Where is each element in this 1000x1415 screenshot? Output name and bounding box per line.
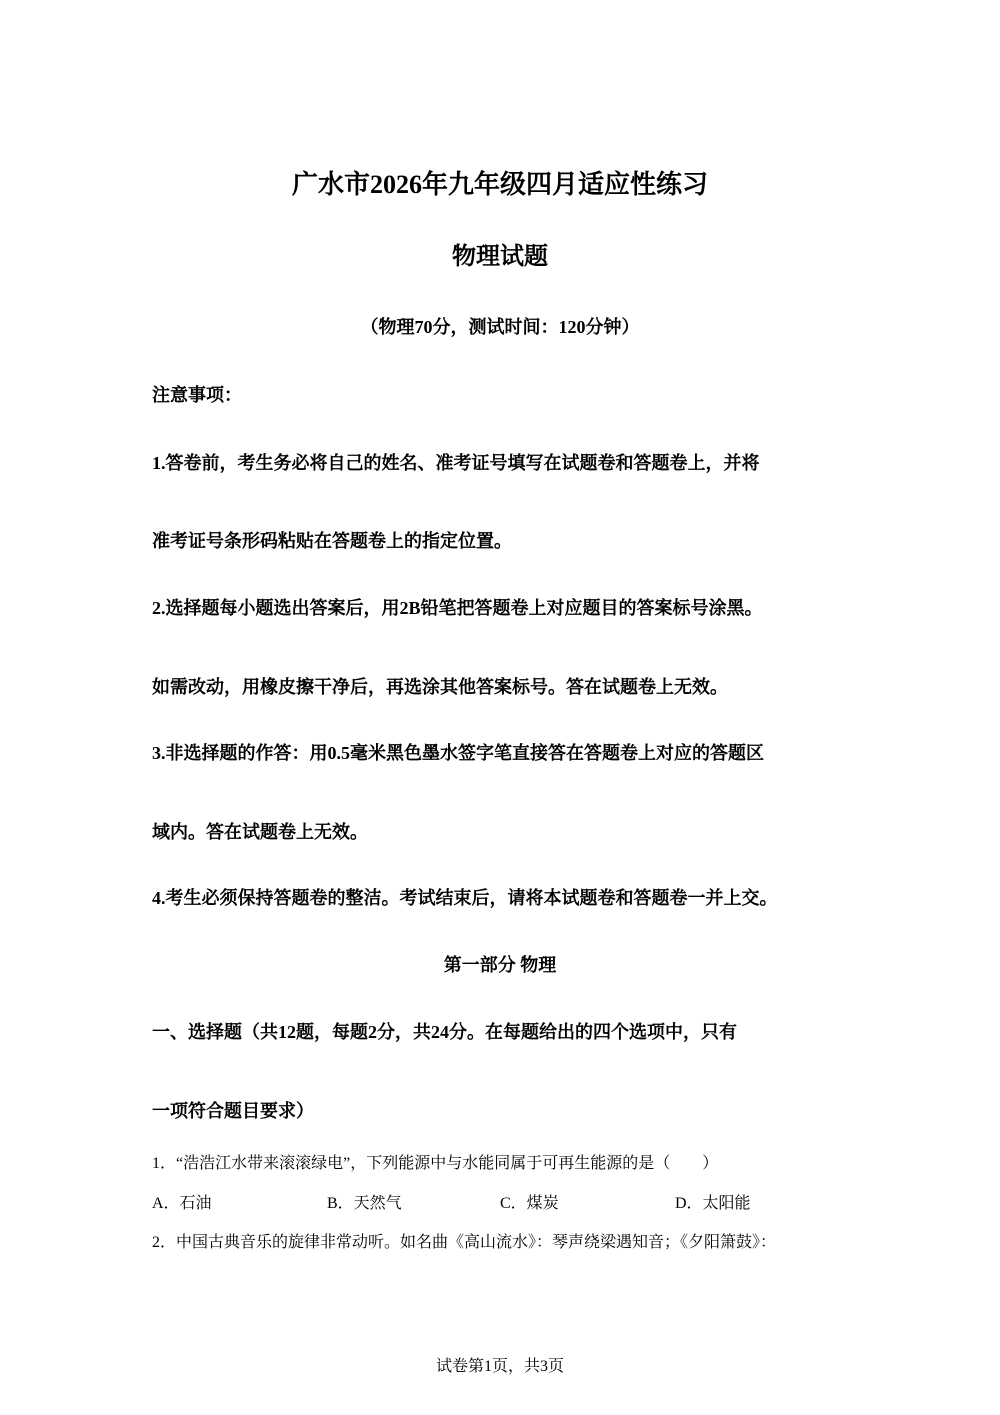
question-1-text: 1．“浩浩江水带来滚滚绿电”，下列能源中与水能同属于可再生能源的是（ ） xyxy=(152,1155,719,1172)
exam-subject: 物理试题 xyxy=(452,244,548,270)
exam-title: 广水市2026年九年级四月适应性练习 xyxy=(291,170,708,199)
notice-line-7: 4.考生必须保持答题卷的整洁。考试结束后，请将本试题卷和答题卷一并上交。 xyxy=(152,888,778,908)
section-heading-line-1: 一、选择题（共12题，每题2分，共24分。在每题给出的四个选项中，只有 xyxy=(152,1022,737,1042)
question-1-option-d: D．太阳能 xyxy=(675,1195,751,1212)
notice-line-5: 3.非选择题的作答：用0.5毫米黑色墨水签字笔直接答在答题卷上对应的答题区 xyxy=(152,743,764,763)
notice-line-1: 1.答卷前，考生务必将自己的姓名、准考证号填写在试题卷和答题卷上，并将 xyxy=(152,453,760,473)
notice-heading: 注意事项： xyxy=(152,385,242,405)
notice-line-6: 域内。答在试题卷上无效。 xyxy=(152,822,368,842)
exam-info: （物理70分，测试时间：120分钟） xyxy=(360,317,640,337)
notice-line-3: 2.选择题每小题选出答案后，用2B铅笔把答题卷上对应题目的答案标号涂黑。 xyxy=(152,598,763,618)
section-heading-line-2: 一项符合题目要求） xyxy=(152,1101,314,1121)
notice-line-2: 准考证号条形码粘贴在答题卷上的指定位置。 xyxy=(152,531,512,551)
notice-line-4: 如需改动，用橡皮擦干净后，再选涂其他答案标号。答在试题卷上无效。 xyxy=(152,677,728,697)
question-1-option-c: C．煤炭 xyxy=(500,1195,559,1212)
question-2-text: 2．中国古典音乐的旋律非常动听。如名曲《高山流水》：琴声绕梁遇知音；《夕阳箫鼓》： xyxy=(152,1234,777,1251)
question-1-option-a: A．石油 xyxy=(152,1195,212,1212)
part-title: 第一部分 物理 xyxy=(443,955,557,975)
page-footer: 试卷第1页，共3页 xyxy=(435,1358,564,1375)
question-1-option-b: B．天然气 xyxy=(327,1195,402,1212)
